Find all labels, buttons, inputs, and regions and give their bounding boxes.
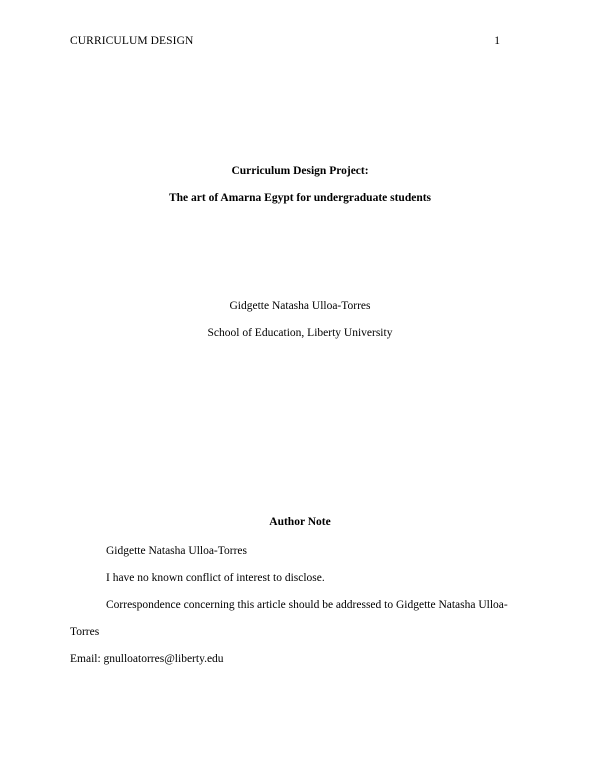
- author-note-name: Gidgette Natasha Ulloa-Torres: [106, 545, 247, 557]
- author-affiliation: School of Education, Liberty University: [207, 327, 393, 339]
- correspondence-paragraph: Correspondence concerning this article should be addressed to Gidgette Natasha Ulloa-Torres: [70, 599, 508, 638]
- author-note-heading: Author Note: [269, 516, 331, 528]
- running-head: CURRICULUM DESIGN: [70, 35, 194, 47]
- title-line-1: Curriculum Design Project:: [231, 165, 369, 177]
- correspondence-email: Email: gnulloatorres@liberty.edu: [70, 653, 224, 665]
- page-number: 1: [494, 35, 500, 47]
- author-name: Gidgette Natasha Ulloa-Torres: [229, 300, 371, 312]
- title-line-2: The art of Amarna Egypt for undergraduate students: [168, 192, 432, 204]
- conflict-of-interest: I have no known conflict of interest to disclose.: [106, 572, 325, 584]
